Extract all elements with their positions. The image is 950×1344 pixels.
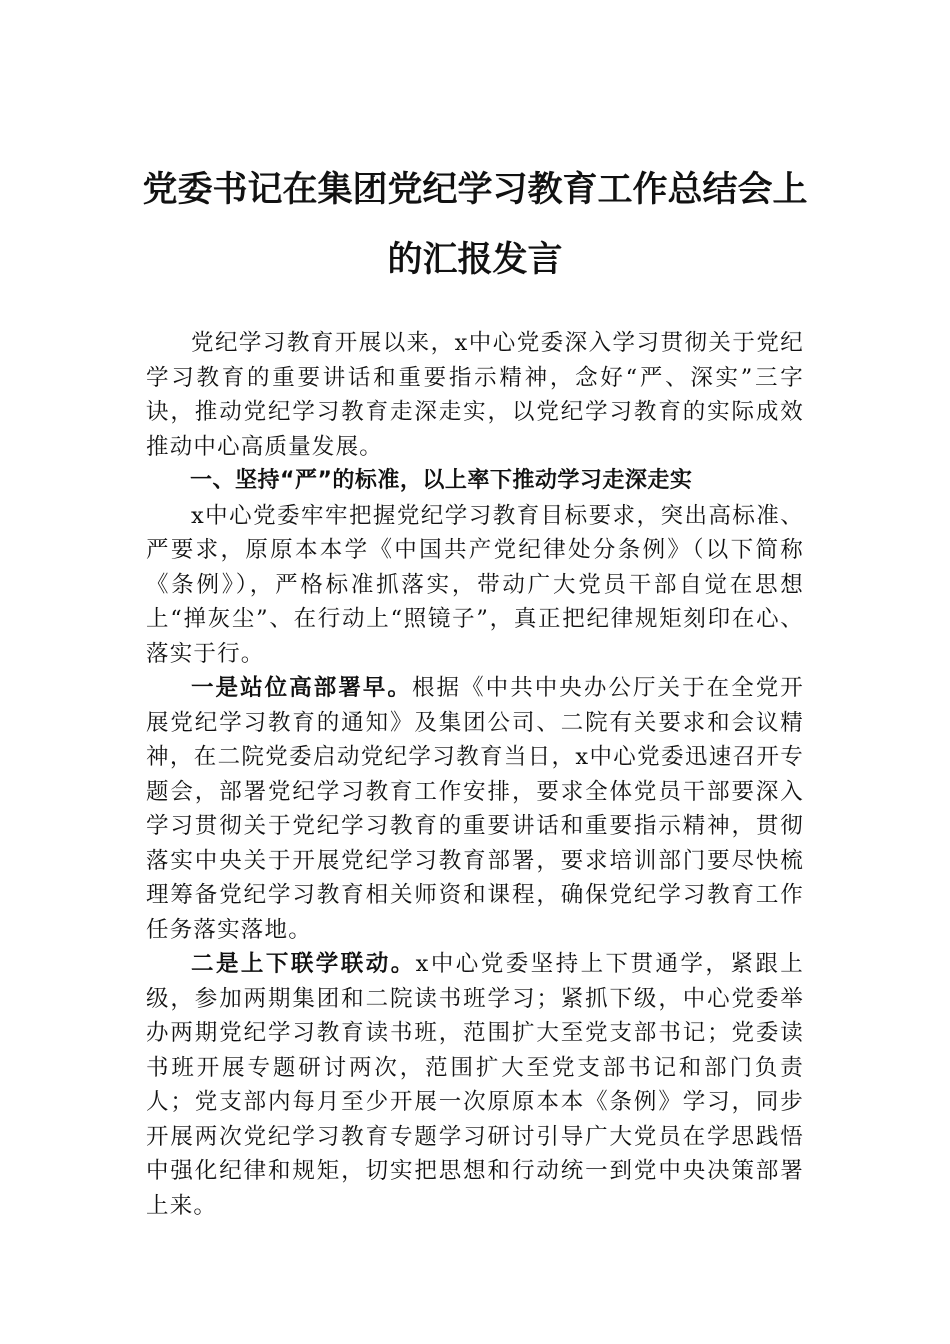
section-1-paragraph: x中心党委牢牢把握党纪学习教育目标要求，突出高标准、严要求，原原本本学《中国共产党纪律处分条例》（以下简称《条例》），严格标准抓落实，带动广大党员干部自觉在思想上“掸灰尘”、在行动上“照镜子”，真正把纪律规矩刻印在心、落实于行。 bbox=[146, 502, 804, 667]
point-1-paragraph bbox=[146, 671, 804, 947]
section-heading-1: 一、坚持“严”的标准，以上率下推动学习走深走实 bbox=[190, 468, 693, 493]
document-body bbox=[146, 326, 804, 1223]
point-2-lead: 二是上下联学联动。 bbox=[191, 951, 416, 977]
point-1-text: 根据《中共中央办公厅关于在全党开展党纪学习教育的通知》及集团公司、二院有关要求和会议精神，在二院党委启动党纪学习教育当日，x中心党委迅速召开专题会，部署党纪学习教育工作安排，要求全体党员干部要深入学习贯彻关于党纪学习教育的重要讲话和重要指示精神，贯彻落实中央关于开展党纪学习教育部署，要求培训部门要尽快梳理筹备党纪学习教育相关师资和课程，确保党纪学习教育工作任务落实落地。 bbox=[146, 675, 804, 943]
intro-paragraph: 党纪学习教育开展以来，x中心党委深入学习贯彻关于党纪学习教育的重要讲话和重要指示精神，念好“严、深实”三字诀，推动党纪学习教育走深走实，以党纪学习教育的实际成效推动中心高质量发展。 bbox=[146, 330, 804, 460]
point-1-lead: 一是站位高部署早。 bbox=[191, 675, 412, 701]
point-2-text: x中心党委坚持上下贯通学，紧跟上级，参加两期集团和二院读书班学习；紧抓下级，中心党委举办两期党纪学习教育读书班，范围扩大至党支部书记；党委读书班开展专题研讨两次，范围扩大至党支部书记和部门负责人；党支部内每月至少开展一次原原本本《条例》学习，同步开展两次党纪学习教育专题学习研讨引导广大党员在学思践悟中强化纪律和规矩，切实把思想和行动统一到党中央决策部署上来。 bbox=[146, 951, 804, 1219]
document-title: 党委书记在集团党纪学习教育工作总结会上的汇报发言 bbox=[142, 169, 808, 280]
point-2-paragraph bbox=[146, 947, 804, 1223]
